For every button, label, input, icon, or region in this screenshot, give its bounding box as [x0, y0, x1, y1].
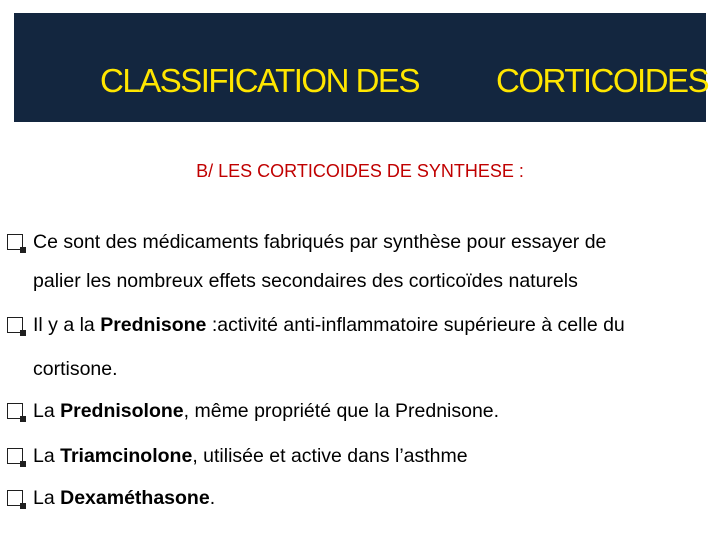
slide-title-part2: CORTICOIDES: [496, 62, 709, 99]
bullet-3-line: [33, 399, 499, 423]
drug-name-dexamethasone: Dexaméthasone: [60, 487, 210, 509]
bullet-5-text-post: .: [209, 487, 216, 509]
checkbox-bullet-icon: [7, 403, 23, 419]
bullet-2-text-post: :activité anti-inflammatoire supérieure à celle du: [206, 314, 625, 336]
checkbox-bullet-icon: [7, 317, 23, 333]
bullet-3-text-pre: La: [33, 400, 61, 422]
title-banner: [14, 13, 709, 122]
checkbox-bullet-icon: [7, 448, 23, 464]
drug-name-triamcinolone: Triamcinolone: [60, 445, 193, 467]
section-subtitle: B/ LES CORTICOIDES DE SYNTHESE :: [196, 161, 524, 181]
bullet-5-line: [33, 486, 215, 510]
bullet-2-text-pre: Il y a la: [33, 314, 101, 336]
bullet-4-text-post: , utilisée et active dans l’asthme: [192, 445, 468, 467]
checkbox-bullet-icon: [7, 234, 23, 250]
bullet-1-line-2: palier les nombreux effets secondaires des corticoïdes naturels: [33, 270, 578, 292]
bullet-4-line: [33, 444, 468, 468]
slide-title-part1: CLASSIFICATION DES: [100, 62, 419, 99]
drug-name-prednisolone: Prednisolone: [60, 400, 184, 422]
bullet-3-text-post: , même propriété que la Prednisone.: [183, 400, 500, 422]
drug-name-prednisone: Prednisone: [100, 314, 207, 336]
bullet-5-text-pre: La: [33, 487, 61, 509]
checkbox-bullet-icon: [7, 490, 23, 506]
bullet-2-line-2: cortisone.: [33, 358, 118, 380]
bullet-2-line-1: [33, 313, 625, 337]
bullet-1-line-1: Ce sont des médicaments fabriqués par synthèse pour essayer de: [33, 231, 607, 253]
bullet-4-text-pre: La: [33, 445, 61, 467]
